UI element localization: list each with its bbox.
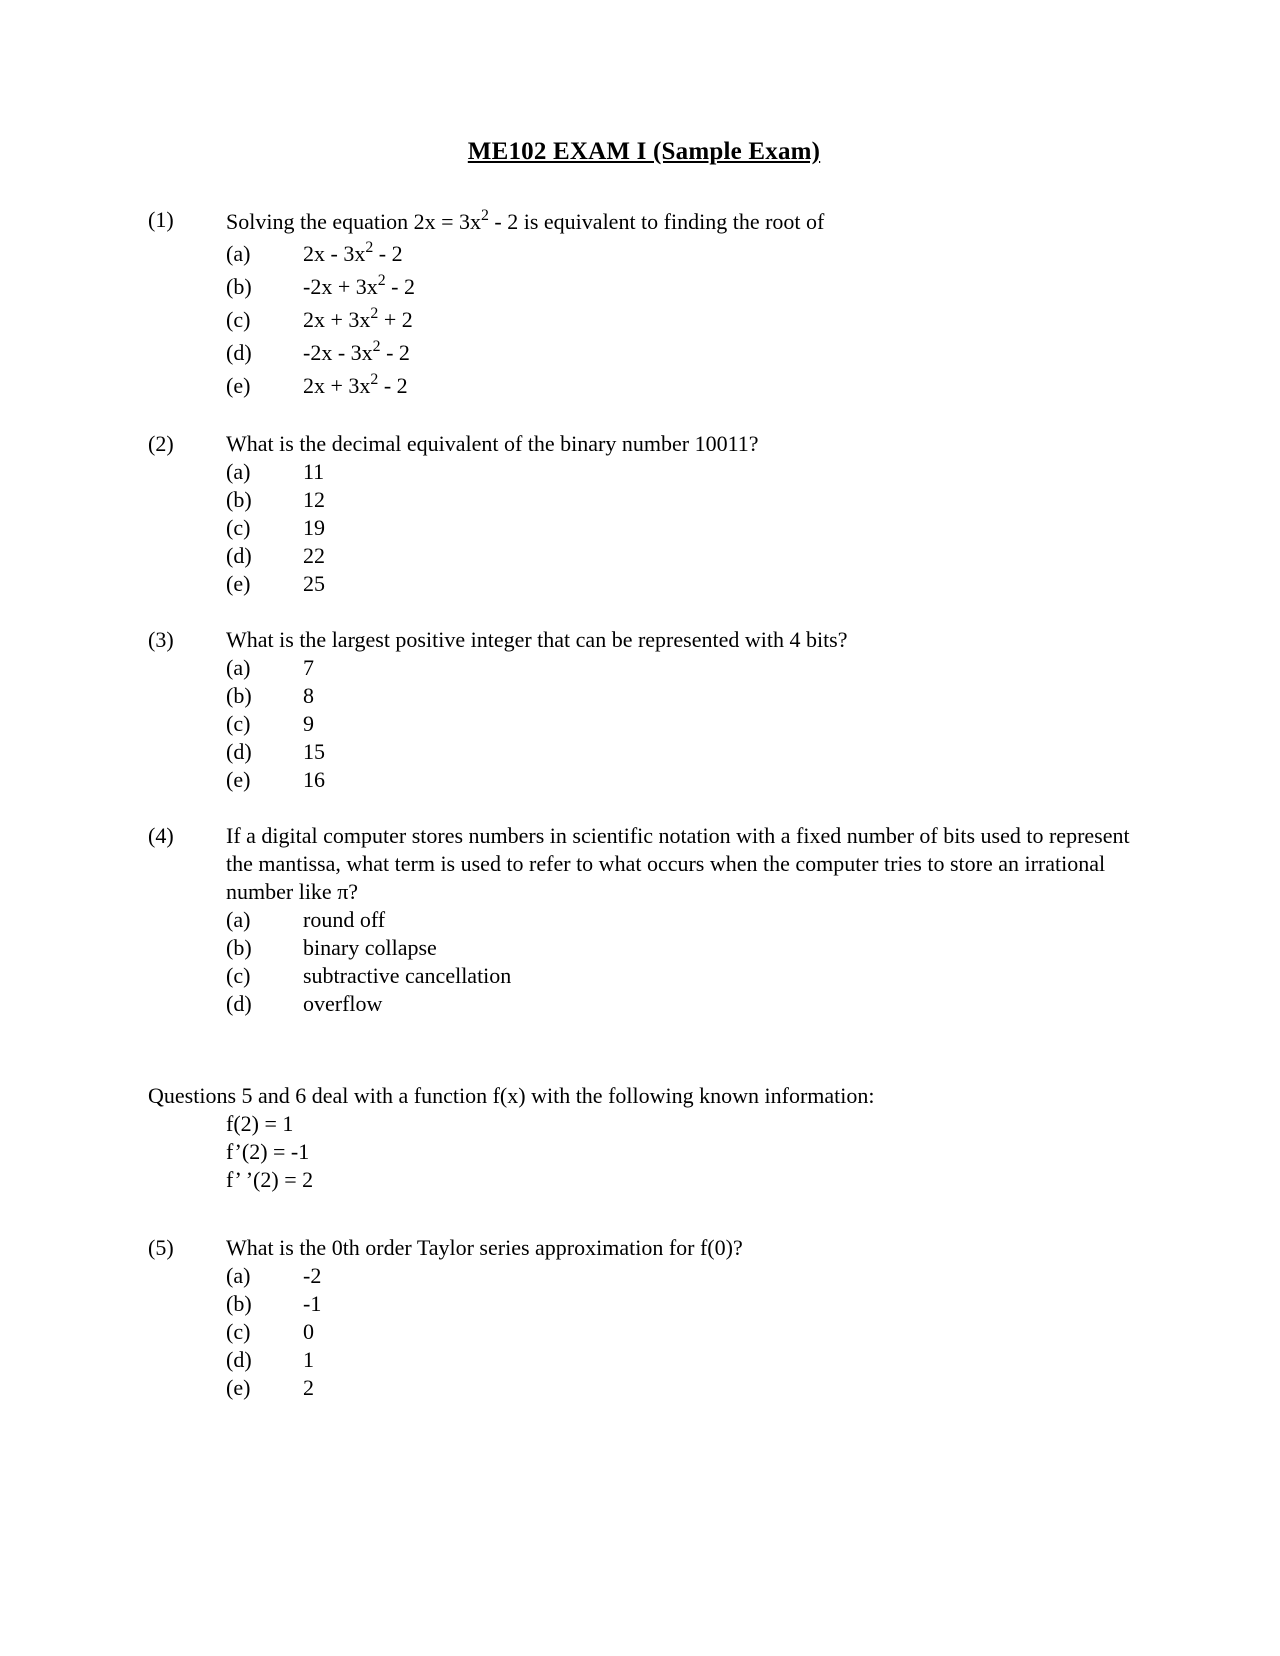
question-4 [148,822,1140,1018]
question-content [226,206,1140,402]
option-value: -2 [303,1263,322,1288]
question-content [226,822,1140,1018]
option-letter: (a) [226,907,251,932]
option-letter: (d) [226,340,252,365]
question-number: (1) [148,207,174,232]
question-text: If a digital computer stores numbers in scientific notation with a fixed number of bits used to represent the mantissa, what term is used to refer to what occurs when the computer tries to store an irrational number like π? [226,823,1130,904]
option-row [226,514,1140,542]
question-3 [148,626,1140,794]
option-value: $-2x - 3x^2 - 2$ [303,337,410,365]
page-title: ME102 EXAM I (Sample Exam) [467,138,821,165]
option-value: binary collapse [303,935,437,960]
option-value: $-2x + 3x^2 - 2$ [303,271,415,299]
question-content [226,626,1140,794]
question-number: (4) [148,823,174,848]
fact-line: f(2) = 1 [226,1111,294,1136]
option-value: $2x + 3x^2 - 2$ [303,370,408,398]
option-value: 2 [303,1375,314,1400]
question-text: What is the 0th order Taylor series approximation for f(0)? [226,1235,743,1260]
option-row [226,1374,1140,1402]
option-row [226,1318,1140,1346]
option-row [226,1346,1140,1374]
option-value: 7 [303,655,314,680]
options-list [226,458,1140,598]
question-text: Solving the equation $2x = 3x^2 - 2$ is equivalent to finding the root of [226,206,825,234]
option-letter: (a) [226,241,251,266]
option-letter: (a) [226,1263,251,1288]
option-letter: (c) [226,963,251,988]
option-row [226,962,1140,990]
option-letter: (e) [226,571,251,596]
option-letter: (e) [226,373,251,398]
option-value: 22 [303,543,325,568]
question-text: What is the largest positive integer that can be represented with 4 bits? [226,627,848,652]
option-letter: (a) [226,459,251,484]
intro-text: Questions 5 and 6 deal with a function f(x) with the following known information: [148,1083,875,1108]
question-number: (5) [148,1235,174,1260]
option-row [226,710,1140,738]
question-number: (3) [148,627,174,652]
option-value: -1 [303,1291,322,1316]
option-letter: (d) [226,1347,252,1372]
option-row [226,486,1140,514]
intro-block [148,1082,1140,1194]
question-5 [148,1234,1140,1402]
option-row [226,303,1140,336]
question-1 [148,206,1140,402]
option-row [226,270,1140,303]
option-row [226,990,1140,1018]
option-letter: (e) [226,767,251,792]
option-row [226,336,1140,369]
option-letter: (c) [226,515,251,540]
option-letter: (b) [226,935,252,960]
option-row [226,458,1140,486]
option-letter: (d) [226,739,252,764]
option-value: overflow [303,991,383,1016]
option-row [226,934,1140,962]
question-2 [148,430,1140,598]
option-value: 15 [303,739,325,764]
option-value: 0 [303,1319,314,1344]
option-value: 9 [303,711,314,736]
option-value: 8 [303,683,314,708]
option-letter: (d) [226,991,252,1016]
option-row [226,1290,1140,1318]
option-row [226,654,1140,682]
option-value: $2x + 3x^2 + 2$ [303,304,413,332]
option-row [226,1262,1140,1290]
option-value: $2x - 3x^2 - 2$ [303,238,403,266]
option-row [226,369,1140,402]
options-list [226,654,1140,794]
option-row [226,766,1140,794]
option-value: 19 [303,515,325,540]
fact-line: f’(2) = -1 [226,1139,310,1164]
question-number: (2) [148,431,174,456]
option-letter: (b) [226,1291,252,1316]
option-value: 25 [303,571,325,596]
option-row [226,906,1140,934]
option-row [226,542,1140,570]
options-list [226,237,1140,402]
option-value: 16 [303,767,325,792]
facts-list [226,1110,1140,1194]
question-content [226,430,1140,598]
option-row [226,738,1140,766]
option-value: round off [303,907,386,932]
fact-line: f’ ’(2) = 2 [226,1167,314,1192]
option-row [226,237,1140,270]
option-letter: (d) [226,543,252,568]
option-value: 1 [303,1347,314,1372]
option-row [226,682,1140,710]
option-letter: (a) [226,655,251,680]
option-letter: (c) [226,307,251,332]
question-text: What is the decimal equivalent of the binary number 10011? [226,431,759,456]
option-row [226,570,1140,598]
option-letter: (e) [226,1375,251,1400]
option-letter: (c) [226,1319,251,1344]
options-list [226,1262,1140,1402]
option-letter: (c) [226,711,251,736]
option-letter: (b) [226,274,252,299]
question-content [226,1234,1140,1402]
option-value: 12 [303,487,325,512]
option-letter: (b) [226,487,252,512]
option-value: subtractive cancellation [303,963,512,988]
option-letter: (b) [226,683,252,708]
options-list [226,906,1140,1018]
option-value: 11 [303,459,325,484]
